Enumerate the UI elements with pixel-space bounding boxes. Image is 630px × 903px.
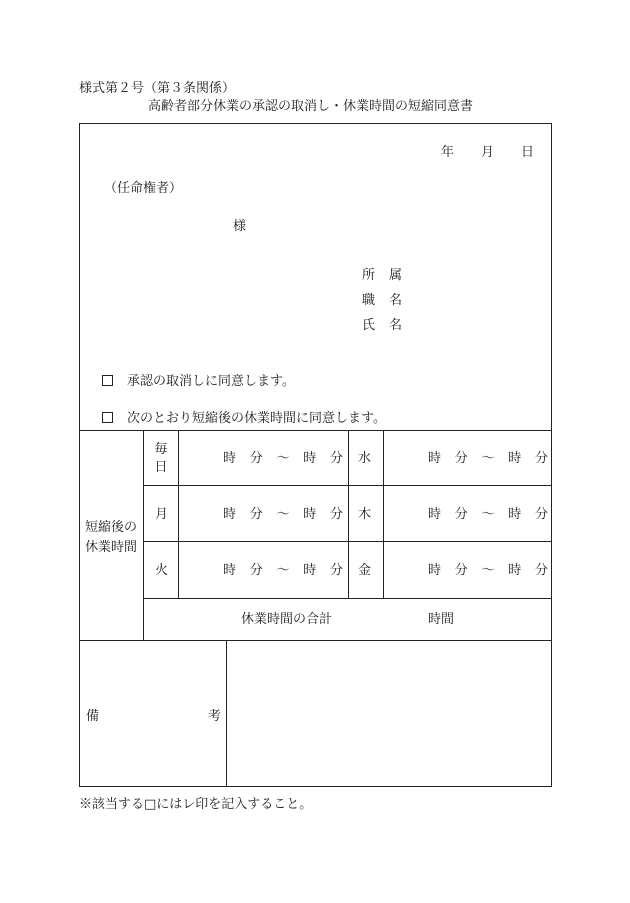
daily-char-2: 日: [154, 460, 168, 475]
total-hours-label: 休業時間の合計: [241, 612, 333, 627]
date-year-label: 年: [441, 145, 455, 160]
minute-unit: 分: [249, 563, 263, 578]
remarks-top-line: [79, 640, 552, 641]
mon-time-range[interactable]: [223, 508, 343, 521]
hour-unit: 時: [303, 451, 317, 466]
cancel-checkbox[interactable]: [102, 375, 113, 386]
tilde: ～: [276, 507, 290, 522]
day-col-divider-right: [383, 430, 384, 598]
remarks-label-char-1: 備: [86, 709, 100, 724]
document-title: 高齢者部分休業の承認の取消し・休業時間の短縮同意書: [148, 99, 474, 114]
minute-unit: 分: [454, 563, 468, 578]
name-char-2: 名: [389, 318, 403, 333]
hour-unit: 時: [303, 507, 317, 522]
thu-time-range[interactable]: [428, 508, 548, 521]
name-char-1: 氏: [362, 318, 376, 333]
option-cancel-label: 承認の取消しに同意します。: [127, 374, 295, 389]
tilde: ～: [481, 451, 495, 466]
day-fri: 金: [358, 563, 372, 578]
tilde: ～: [276, 451, 290, 466]
hour-unit: 時: [223, 507, 237, 522]
total-hours-unit[interactable]: 時間: [428, 612, 455, 627]
day-col-divider-left: [178, 430, 179, 598]
date-day-label: 日: [521, 145, 535, 160]
minute-unit: 分: [329, 451, 343, 466]
position-char-2: 名: [389, 293, 403, 308]
daily-char-1: 毎: [154, 442, 168, 457]
option-shorten-label: 次のとおり短縮後の休業時間に同意します。: [127, 411, 386, 426]
day-wed: 水: [358, 451, 372, 466]
schedule-label-divider: [143, 430, 144, 640]
day-tue: 火: [155, 563, 169, 578]
tue-time-range[interactable]: [223, 564, 343, 577]
footnote: ※該当する□にはレ印を記入すること。: [79, 797, 313, 812]
minute-unit: 分: [454, 451, 468, 466]
hour-unit: 時: [223, 451, 237, 466]
minute-unit: 分: [249, 507, 263, 522]
remarks-field[interactable]: [228, 642, 550, 785]
tilde: ～: [481, 507, 495, 522]
hour-unit: 時: [428, 451, 442, 466]
option-cancel[interactable]: [102, 375, 295, 388]
schedule-top-line: [79, 430, 552, 431]
shortened-hours-label: 短縮後の休業時間: [84, 520, 137, 555]
option-shorten[interactable]: [102, 412, 386, 425]
affiliation-label: [362, 269, 402, 282]
remarks-divider: [226, 640, 227, 787]
form-number: 様式第２号（第３条関係）: [79, 81, 236, 96]
affiliation-char-1: 所: [362, 268, 376, 283]
position-char-1: 職: [362, 293, 376, 308]
minute-unit: 分: [249, 451, 263, 466]
tilde: ～: [481, 563, 495, 578]
hour-unit: 時: [428, 563, 442, 578]
minute-unit: 分: [329, 563, 343, 578]
affiliation-char-2: 属: [389, 268, 403, 283]
row-line-1: [143, 485, 552, 486]
row-line-3: [143, 598, 552, 599]
hour-unit: 時: [508, 563, 522, 578]
day-thu: 木: [358, 507, 372, 522]
minute-unit: 分: [534, 451, 548, 466]
hour-unit: 時: [428, 507, 442, 522]
hour-unit: 時: [303, 563, 317, 578]
daily-time-range[interactable]: [223, 452, 343, 465]
position-label: [362, 294, 402, 307]
hour-unit: 時: [508, 507, 522, 522]
shorten-checkbox[interactable]: [102, 412, 113, 423]
date-month-label: 月: [481, 145, 495, 160]
minute-unit: 分: [454, 507, 468, 522]
minute-unit: 分: [329, 507, 343, 522]
day-col-divider-mid: [348, 430, 349, 598]
wed-time-range[interactable]: [428, 452, 548, 465]
daily-label: [150, 441, 172, 477]
row-line-2: [143, 541, 552, 542]
name-label: [362, 319, 402, 332]
hour-unit: 時: [508, 451, 522, 466]
minute-unit: 分: [534, 507, 548, 522]
day-mon: 月: [155, 507, 169, 522]
honorific-label: 様: [233, 219, 247, 234]
appointer-label: （任命権者）: [104, 181, 183, 196]
hour-unit: 時: [223, 563, 237, 578]
remarks-label-char-2: 考: [208, 709, 222, 724]
tilde: ～: [276, 563, 290, 578]
minute-unit: 分: [534, 563, 548, 578]
fri-time-range[interactable]: [428, 564, 548, 577]
